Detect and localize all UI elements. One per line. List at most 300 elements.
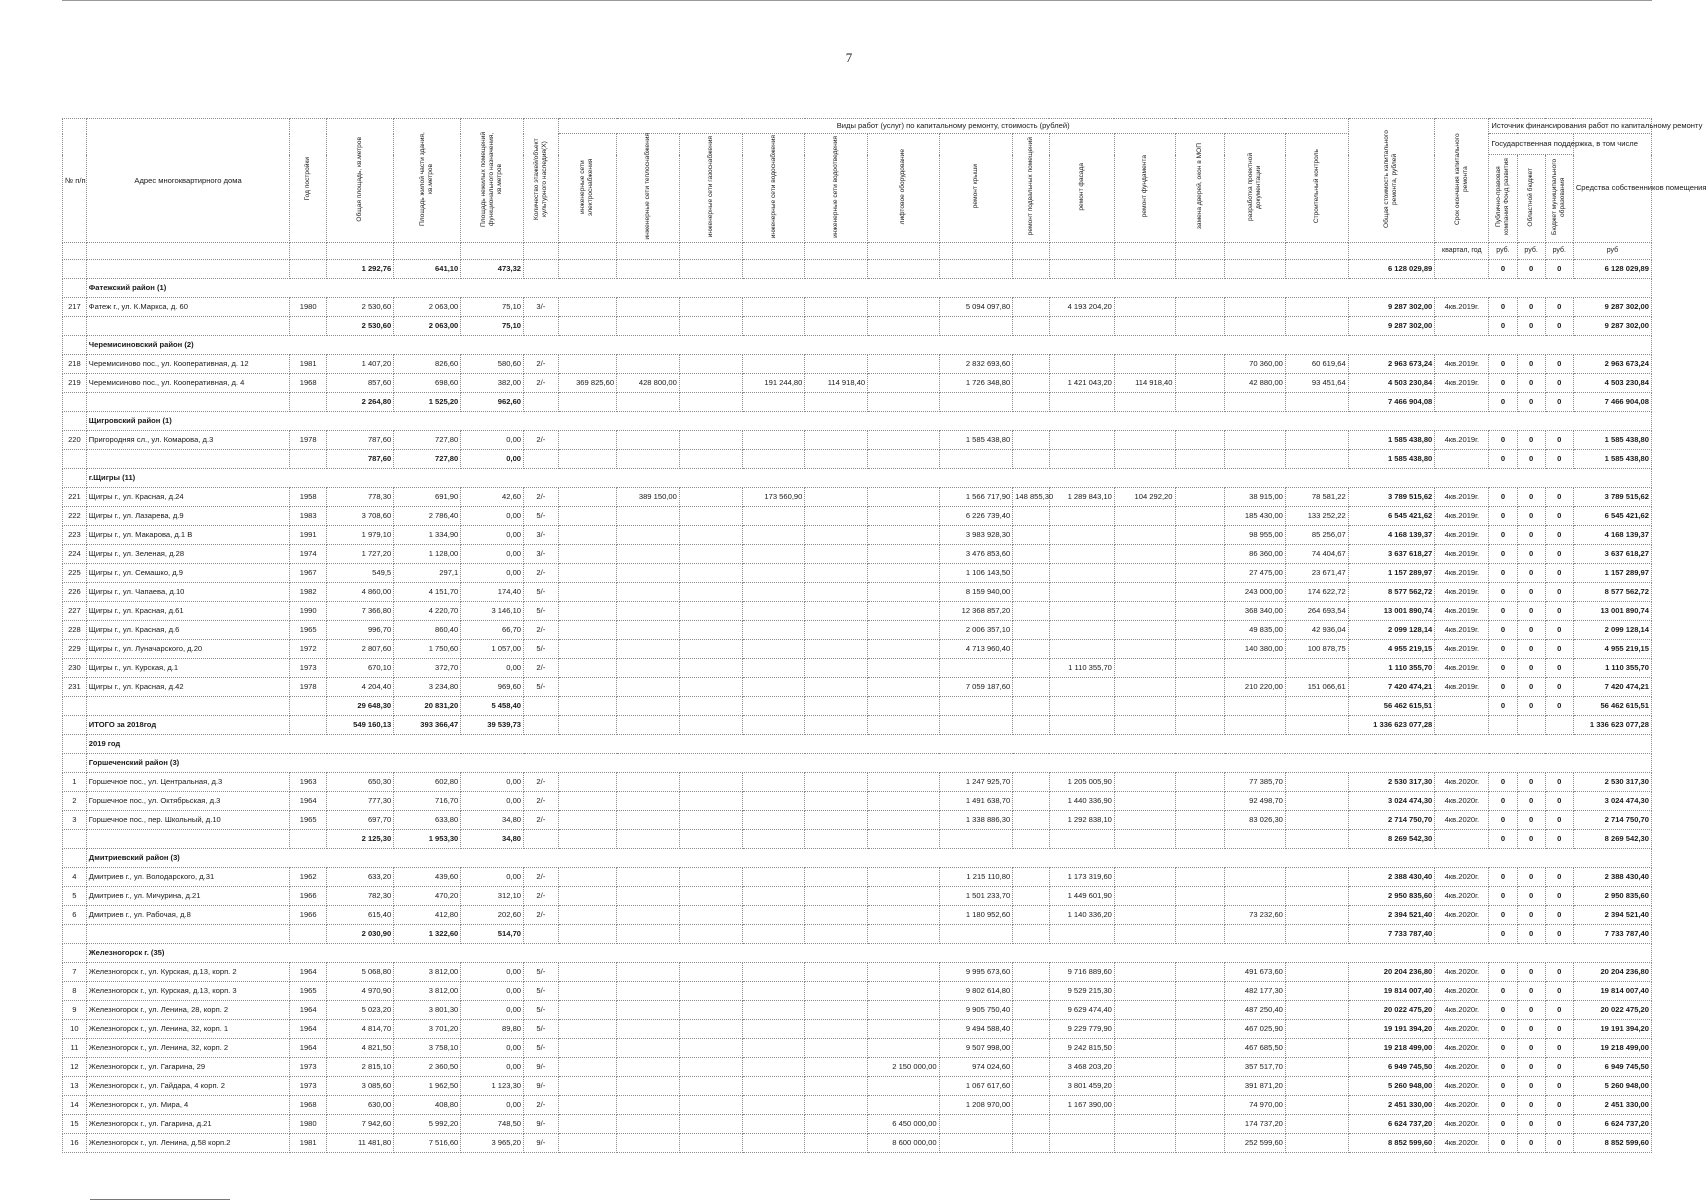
subtotal-row	[63, 697, 1652, 716]
cell-res-area: 1 334,90	[394, 526, 461, 545]
cell-local: 0	[1545, 906, 1573, 925]
cell-basement	[1013, 982, 1050, 1001]
cell-water	[742, 1115, 805, 1134]
cell-design: 467 025,90	[1225, 1020, 1286, 1039]
grand-total-row	[63, 716, 1652, 735]
cell-nonres-area: 382,00	[461, 374, 524, 393]
cell-regional: 0	[1517, 1077, 1545, 1096]
cell-doors	[1175, 697, 1225, 716]
cell-lift	[868, 811, 939, 830]
cell-nonres-area: 969,60	[461, 678, 524, 697]
cell-facade: 1 421 043,20	[1049, 374, 1114, 393]
cell-deadline	[1435, 450, 1489, 469]
cell-nonres-area: 34,80	[461, 811, 524, 830]
cell-doors	[1175, 1077, 1225, 1096]
cell-address: Фатеж г., ул. К.Маркса, д. 60	[86, 298, 289, 317]
cell-elec	[558, 982, 616, 1001]
cell-floors: 9/-	[524, 1134, 559, 1153]
cell-roof: 5 094 097,80	[939, 298, 1013, 317]
cell-deadline: 4кв.2020г.	[1435, 1039, 1489, 1058]
cell-regional: 0	[1517, 1058, 1545, 1077]
cell-floors: 2/-	[524, 887, 559, 906]
header-work-water: инженерные сети водоснабжения	[742, 134, 805, 243]
cell-doors	[1175, 393, 1225, 412]
cell-roof: 974 024,60	[939, 1058, 1013, 1077]
cell-owners: 7 420 474,21	[1573, 678, 1651, 697]
cell-year	[290, 830, 327, 849]
cell-water: 173 560,90	[742, 488, 805, 507]
cell-lift	[868, 450, 939, 469]
cell-deadline: 4кв.2019г.	[1435, 431, 1489, 450]
cell-local: 0	[1545, 1020, 1573, 1039]
cell-nonres-area: 0,00	[461, 507, 524, 526]
cell-facade	[1049, 830, 1114, 849]
cell-total-cost: 4 168 139,37	[1348, 526, 1435, 545]
cell-water	[742, 355, 805, 374]
cell-gas	[679, 526, 742, 545]
cell-total-cost: 3 024 474,30	[1348, 792, 1435, 811]
cell-no: 11	[63, 1039, 87, 1058]
cell-sewer	[805, 1096, 868, 1115]
cell-elec	[558, 298, 616, 317]
cell-owners: 3 637 618,27	[1573, 545, 1651, 564]
cell-elec	[558, 887, 616, 906]
cell-gas	[679, 1001, 742, 1020]
cell-basement	[1013, 621, 1050, 640]
cell-regional: 0	[1517, 621, 1545, 640]
cell-doors	[1175, 1020, 1225, 1039]
cell-regional: 0	[1517, 678, 1545, 697]
cell-fund: 0	[1489, 659, 1517, 678]
cell-foundation	[1114, 1020, 1175, 1039]
cell-nonres-area: 1 123,30	[461, 1077, 524, 1096]
cell-foundation	[1114, 963, 1175, 982]
cell-year: 1964	[290, 963, 327, 982]
district-name: 2019 год	[86, 735, 1651, 754]
cell-address: Щигры г., ул. Семашко, д.9	[86, 564, 289, 583]
cell-foundation	[1114, 1077, 1175, 1096]
cell-no: 221	[63, 488, 87, 507]
cell-facade	[1049, 925, 1114, 944]
cell-roof: 6 226 739,40	[939, 507, 1013, 526]
cell-total-area: 778,30	[327, 488, 394, 507]
cell-gas	[679, 1058, 742, 1077]
cell-lift	[868, 621, 939, 640]
cell-water	[742, 792, 805, 811]
cell-owners: 1 585 438,80	[1573, 450, 1651, 469]
cell-no: 224	[63, 545, 87, 564]
cell-water	[742, 1077, 805, 1096]
cell-design: 92 498,70	[1225, 792, 1286, 811]
cell-gas	[679, 431, 742, 450]
district-name: г.Щигры (11)	[86, 469, 1651, 488]
cell-total-area: 787,60	[327, 450, 394, 469]
cell-heat: 428 800,00	[617, 374, 680, 393]
cell-doors	[1175, 545, 1225, 564]
cell-no: 15	[63, 1115, 87, 1134]
cell-no: 222	[63, 507, 87, 526]
cell-res-area: 1 953,30	[394, 830, 461, 849]
cell-elec	[558, 1058, 616, 1077]
cell-floors: 5/-	[524, 982, 559, 1001]
cell-res-area: 4 220,70	[394, 602, 461, 621]
cell-basement	[1013, 564, 1050, 583]
cell-gas	[679, 1077, 742, 1096]
unit-rub-regional: руб.	[1517, 243, 1545, 260]
header-deadline: Срок окончания капитального ремонта	[1435, 119, 1489, 243]
cell-deadline	[1435, 317, 1489, 336]
cell-doors	[1175, 1134, 1225, 1153]
cell-gas	[679, 583, 742, 602]
cell-water	[742, 1039, 805, 1058]
cell-address: Железногорск г., ул. Курская, д.13, корп. 2	[86, 963, 289, 982]
cell-facade	[1049, 1115, 1114, 1134]
cell-lift	[868, 963, 939, 982]
cell-owners: 4 955 219,15	[1573, 640, 1651, 659]
cell-deadline: 4кв.2020г.	[1435, 887, 1489, 906]
cell-res-area: 7 516,60	[394, 1134, 461, 1153]
cell-deadline: 4кв.2019г.	[1435, 355, 1489, 374]
cell-water	[742, 431, 805, 450]
cell-roof: 9 802 614,80	[939, 982, 1013, 1001]
header-year: Год постройки	[290, 119, 327, 243]
cell-sewer	[805, 1058, 868, 1077]
cell-roof: 9 995 673,60	[939, 963, 1013, 982]
cell-total-area: 4 204,40	[327, 678, 394, 697]
cell-total-cost: 2 530 317,30	[1348, 773, 1435, 792]
cell-deadline: 4кв.2019г.	[1435, 564, 1489, 583]
cell-nonres-area: 0,00	[461, 564, 524, 583]
cell-foundation	[1114, 621, 1175, 640]
cell-facade	[1049, 583, 1114, 602]
cell-gas	[679, 393, 742, 412]
cell-elec	[558, 260, 616, 279]
cell-control	[1285, 431, 1348, 450]
cell-roof: 1 106 143,50	[939, 564, 1013, 583]
cell-deadline	[1435, 393, 1489, 412]
cell-gas	[679, 925, 742, 944]
cell-res-area: 3 758,10	[394, 1039, 461, 1058]
cell-lift	[868, 925, 939, 944]
district-name: Железногорск г. (35)	[86, 944, 1651, 963]
cell-fund: 0	[1489, 621, 1517, 640]
table-row	[63, 868, 1652, 887]
cell-total-area: 857,60	[327, 374, 394, 393]
cell-sewer	[805, 545, 868, 564]
cell-total-area: 7 942,60	[327, 1115, 394, 1134]
cell-roof: 1 208 970,00	[939, 1096, 1013, 1115]
cell-gas	[679, 507, 742, 526]
cell-local: 0	[1545, 450, 1573, 469]
cell-address: Щигры г., ул. Зеленая, д.28	[86, 545, 289, 564]
cell-heat	[617, 507, 680, 526]
cell-basement	[1013, 811, 1050, 830]
cell-floors: 2/-	[524, 431, 559, 450]
cell-year: 1980	[290, 1115, 327, 1134]
cell-design: 487 250,40	[1225, 1001, 1286, 1020]
cell-floors: 5/-	[524, 583, 559, 602]
cell-floors: 2/-	[524, 906, 559, 925]
cell-deadline: 4кв.2019г.	[1435, 621, 1489, 640]
cell-owners: 20 204 236,80	[1573, 963, 1651, 982]
cell-design: 174 737,20	[1225, 1115, 1286, 1134]
cell-lift	[868, 1096, 939, 1115]
cell-regional: 0	[1517, 1001, 1545, 1020]
cell-address	[86, 317, 289, 336]
cell-heat	[617, 621, 680, 640]
cell-deadline: 4кв.2019г.	[1435, 583, 1489, 602]
cell-foundation: 114 918,40	[1114, 374, 1175, 393]
header-work-heating: инженерные сети теплоснабжения	[617, 134, 680, 243]
cell-total-area: 787,60	[327, 431, 394, 450]
cell-heat	[617, 906, 680, 925]
cell-elec	[558, 602, 616, 621]
cell-roof: 12 368 857,20	[939, 602, 1013, 621]
cell-heat	[617, 1077, 680, 1096]
cell-basement	[1013, 526, 1050, 545]
cell-total-area: 3 085,60	[327, 1077, 394, 1096]
cell-control	[1285, 1115, 1348, 1134]
cell-nonres-area: 0,00	[461, 792, 524, 811]
cell-address: Щигры г., ул. Красная, д.61	[86, 602, 289, 621]
cell-foundation	[1114, 716, 1175, 735]
header-no: № п/п	[63, 119, 87, 243]
cell-fund: 0	[1489, 450, 1517, 469]
cell-control: 60 619,64	[1285, 355, 1348, 374]
cell-res-area: 826,60	[394, 355, 461, 374]
cell-owners: 56 462 615,51	[1573, 697, 1651, 716]
cell-control	[1285, 868, 1348, 887]
cell-doors	[1175, 298, 1225, 317]
cell-deadline: 4кв.2019г.	[1435, 659, 1489, 678]
cell-heat	[617, 260, 680, 279]
cell-year: 1973	[290, 659, 327, 678]
cell-foundation	[1114, 678, 1175, 697]
cell-address: Щигры г., ул. Макарова, д.1 В	[86, 526, 289, 545]
cell-regional: 0	[1517, 298, 1545, 317]
cell-regional: 0	[1517, 1134, 1545, 1153]
cell-elec	[558, 1001, 616, 1020]
table-row	[63, 1134, 1652, 1153]
cell-no: 4	[63, 868, 87, 887]
cell-design	[1225, 393, 1286, 412]
cell-elec	[558, 355, 616, 374]
cell-doors	[1175, 1096, 1225, 1115]
cell-address: Железногорск г., ул. Ленина, д.58 корп.2	[86, 1134, 289, 1153]
table-row	[63, 583, 1652, 602]
cell-floors: 5/-	[524, 678, 559, 697]
cell-design: 70 360,00	[1225, 355, 1286, 374]
cell-roof	[939, 393, 1013, 412]
cell-heat	[617, 982, 680, 1001]
cell-address: Щигры г., ул. Чапаева, д.10	[86, 583, 289, 602]
cell-roof	[939, 830, 1013, 849]
cell-address: Дмитриев г., ул. Рабочая, д.8	[86, 906, 289, 925]
cell-no: 6	[63, 906, 87, 925]
cell-owners: 6 128 029,89	[1573, 260, 1651, 279]
cell-basement	[1013, 678, 1050, 697]
cell-roof: 1 491 638,70	[939, 792, 1013, 811]
cell-address	[86, 450, 289, 469]
cell-heat	[617, 431, 680, 450]
cell-address: Черемисиново пос., ул. Кооперативная, д. 4	[86, 374, 289, 393]
cell-design: 27 475,00	[1225, 564, 1286, 583]
cell-owners: 3 024 474,30	[1573, 792, 1651, 811]
cell-total-cost: 1 110 355,70	[1348, 659, 1435, 678]
cell-doors	[1175, 640, 1225, 659]
cell-fund: 0	[1489, 298, 1517, 317]
cell-basement	[1013, 355, 1050, 374]
cell-total-area: 615,40	[327, 906, 394, 925]
cell-design: 357 517,70	[1225, 1058, 1286, 1077]
cell-gas	[679, 697, 742, 716]
cell-local: 0	[1545, 1115, 1573, 1134]
cell-sewer	[805, 678, 868, 697]
cell-no	[63, 716, 87, 735]
table-row	[63, 355, 1652, 374]
cell-year: 1978	[290, 431, 327, 450]
cell-heat	[617, 887, 680, 906]
cell-year	[290, 450, 327, 469]
cell-doors	[1175, 963, 1225, 982]
cell-heat	[617, 450, 680, 469]
cell-year: 1965	[290, 982, 327, 1001]
cell-fund: 0	[1489, 317, 1517, 336]
cell-address	[86, 925, 289, 944]
cell-foundation	[1114, 1115, 1175, 1134]
cell-year: 1983	[290, 507, 327, 526]
district-name: Горшеченский район (3)	[86, 754, 1651, 773]
cell-address: Горшечное пос., ул. Центральная, д.3	[86, 773, 289, 792]
district-header-row	[63, 336, 1652, 355]
cell-facade: 1 449 601,90	[1049, 887, 1114, 906]
cell-sewer	[805, 868, 868, 887]
cell-gas	[679, 1134, 742, 1153]
cell-heat	[617, 792, 680, 811]
cell-no: 226	[63, 583, 87, 602]
cell-facade	[1049, 602, 1114, 621]
cell-heat	[617, 526, 680, 545]
cell-local: 0	[1545, 602, 1573, 621]
cell-local: 0	[1545, 431, 1573, 450]
cell-no: 1	[63, 773, 87, 792]
cell-facade: 1 205 005,90	[1049, 773, 1114, 792]
cell-deadline	[1435, 260, 1489, 279]
cell-sewer	[805, 925, 868, 944]
cell-total-cost: 8 852 599,60	[1348, 1134, 1435, 1153]
cell-gas	[679, 1115, 742, 1134]
cell-heat	[617, 564, 680, 583]
cell-foundation	[1114, 393, 1175, 412]
cell-heat	[617, 716, 680, 735]
cell-address: Железногорск г., ул. Гайдара, 4 корп. 2	[86, 1077, 289, 1096]
cell-total-cost: 6 128 029,89	[1348, 260, 1435, 279]
cell-lift	[868, 868, 939, 887]
cell-gas	[679, 545, 742, 564]
table-row	[63, 678, 1652, 697]
cell-water	[742, 678, 805, 697]
cell-res-area: 408,80	[394, 1096, 461, 1115]
cell-res-area: 393 366,47	[394, 716, 461, 735]
cell-nonres-area: 0,00	[461, 526, 524, 545]
cell-heat	[617, 773, 680, 792]
cell-fund: 0	[1489, 488, 1517, 507]
cell-res-area: 20 831,20	[394, 697, 461, 716]
cell-local: 0	[1545, 1001, 1573, 1020]
cell-gas	[679, 887, 742, 906]
cell-design: 252 599,60	[1225, 1134, 1286, 1153]
cell-facade	[1049, 431, 1114, 450]
cell-water	[742, 298, 805, 317]
cell-local: 0	[1545, 583, 1573, 602]
cell-floors: 2/-	[524, 773, 559, 792]
cell-lift	[868, 393, 939, 412]
cell-fund: 0	[1489, 1134, 1517, 1153]
cell-doors	[1175, 602, 1225, 621]
cell-doors	[1175, 564, 1225, 583]
table-row	[63, 488, 1652, 507]
cell-address: Железногорск г., ул. Ленина, 32, корп. 2	[86, 1039, 289, 1058]
cell-lift	[868, 602, 939, 621]
cell-deadline: 4кв.2020г.	[1435, 963, 1489, 982]
table-row	[63, 659, 1652, 678]
cell-floors	[524, 830, 559, 849]
cell-nonres-area: 3 146,10	[461, 602, 524, 621]
header-work-gas: инженерные сети газоснабжения	[679, 134, 742, 243]
cell-fund: 0	[1489, 868, 1517, 887]
cell-water	[742, 507, 805, 526]
cell-no: 5	[63, 887, 87, 906]
cell-deadline	[1435, 697, 1489, 716]
cell-basement	[1013, 640, 1050, 659]
cell-facade	[1049, 564, 1114, 583]
cell-address: Горшечное пос., пер. Школьный, д.10	[86, 811, 289, 830]
cell-heat: 389 150,00	[617, 488, 680, 507]
cell-roof: 4 713 960,40	[939, 640, 1013, 659]
cell-total-area: 782,30	[327, 887, 394, 906]
cell-address: Железногорск г., ул. Ленина, 28, корп. 2	[86, 1001, 289, 1020]
cell-lift	[868, 1039, 939, 1058]
cell-basement	[1013, 887, 1050, 906]
cell-total-area: 549 160,13	[327, 716, 394, 735]
cell-res-area: 633,80	[394, 811, 461, 830]
cell-total-cost: 1 336 623 077,28	[1348, 716, 1435, 735]
table-row	[63, 887, 1652, 906]
table-row	[63, 298, 1652, 317]
cell-fund: 0	[1489, 355, 1517, 374]
cell-year	[290, 697, 327, 716]
cell-fund: 0	[1489, 906, 1517, 925]
cell-year: 1964	[290, 792, 327, 811]
cell-total-cost: 2 950 835,60	[1348, 887, 1435, 906]
cell-sewer	[805, 773, 868, 792]
table-row	[63, 1115, 1652, 1134]
cell-total-area: 633,20	[327, 868, 394, 887]
cell-year: 1981	[290, 355, 327, 374]
cell-design	[1225, 450, 1286, 469]
cell-elec	[558, 1115, 616, 1134]
cell-fund: 0	[1489, 374, 1517, 393]
cell-elec	[558, 830, 616, 849]
cell-total-cost: 3 637 618,27	[1348, 545, 1435, 564]
cell-roof	[939, 925, 1013, 944]
cell-basement	[1013, 963, 1050, 982]
cell-roof	[939, 697, 1013, 716]
cell-foundation: 104 292,20	[1114, 488, 1175, 507]
cell-total-cost: 4 955 219,15	[1348, 640, 1435, 659]
cell-total-cost: 2 394 521,40	[1348, 906, 1435, 925]
cell-year: 1964	[290, 1020, 327, 1039]
